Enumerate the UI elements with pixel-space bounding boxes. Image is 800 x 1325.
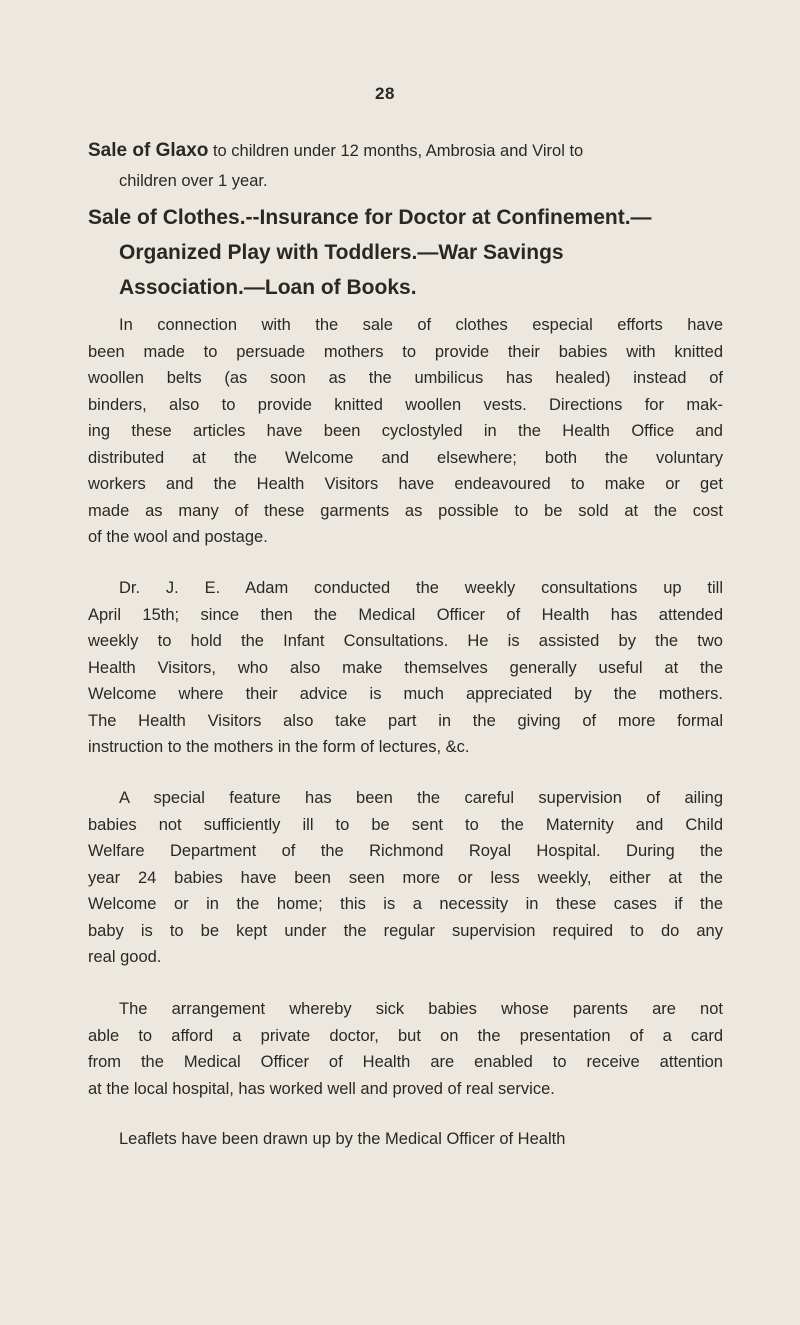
text-line: year 24 babies have been seen more or less weekly, either at the — [88, 868, 723, 887]
text-line: instruction to the mothers in the form of lectures, &c. — [88, 738, 470, 756]
heading-clothes-line: Organized Play with Toddlers.—War Savings — [119, 241, 564, 264]
text-line: of the wool and postage. — [88, 528, 268, 546]
text-line: Welcome where their advice is much appreciated by the mothers. — [88, 685, 723, 703]
text-line: binders, also to provide knitted woollen vests. Directions for mak- — [88, 395, 723, 414]
heading-clothes — [88, 200, 728, 305]
text-line: Dr. J. E. Adam conducted the weekly consultations up till — [119, 579, 723, 597]
text-line: April 15th; since then the Medical Officer of Health has attended — [88, 605, 723, 624]
text-line: Leaflets have been drawn up by the Medical Officer of Health — [119, 1130, 566, 1148]
text-line: at the local hospital, has worked well and proved of real service. — [88, 1079, 555, 1098]
text-line: made as many of these garments as possible to be sold at the cost — [88, 501, 723, 520]
text-line: babies not sufficiently ill to be sent to the Maternity and Child — [88, 815, 723, 834]
text-line: distributed at the Welcome and elsewhere; both the voluntary — [88, 448, 723, 467]
text-line: Health Visitors, who also make themselves generally useful at the — [88, 658, 723, 677]
heading-clothes-line: Sale of Clothes.--Insurance for Doctor at Confinement.— — [88, 206, 652, 229]
paragraph-consultations — [88, 575, 723, 761]
text-line: ing these articles have been cyclostyled in the Health Office and — [88, 422, 723, 440]
page-number: 28 — [375, 84, 395, 103]
paragraph-supervision — [88, 785, 723, 971]
text-line: In connection with the sale of clothes especial efforts have — [119, 316, 723, 334]
text-line: woollen belts (as soon as the umbilicus has healed) instead of — [88, 369, 723, 387]
text-line: able to afford a private doctor, but on the presentation of a card — [88, 1026, 723, 1045]
text-line: Welfare Department of the Richmond Royal Hospital. During the — [88, 842, 723, 860]
paragraph-clothes — [88, 312, 723, 551]
text-line: real good. — [88, 948, 162, 966]
text-line: baby is to be kept under the regular supervision required to do any — [88, 921, 723, 940]
text-line: A special feature has been the careful supervision of ailing — [119, 789, 723, 807]
heading-glaxo-rest: to children under 12 months, Ambrosia and Virol to — [208, 142, 584, 160]
text-line: been made to persuade mothers to provide their babies with knitted — [88, 342, 723, 361]
text-line: The arrangement whereby sick babies whose parents are not — [119, 1000, 723, 1018]
text-line: The Health Visitors also take part in the giving of more formal — [88, 711, 723, 730]
text-line: weekly to hold the Infant Consultations. He is assisted by the two — [88, 632, 723, 650]
paragraph-leaflets — [88, 1126, 723, 1153]
text-line: from the Medical Officer of Health are enabled to receive attention — [88, 1053, 723, 1071]
paragraph-hospital-arrangement — [88, 996, 723, 1102]
text-line: workers and the Health Visitors have endeavoured to make or get — [88, 475, 723, 493]
heading-clothes-line: Association.—Loan of Books. — [119, 276, 417, 299]
heading-glaxo-continuation: children over 1 year. — [119, 172, 268, 190]
text-line: Welcome or in the home; this is a necessity in these cases if the — [88, 895, 723, 913]
heading-glaxo-lead: Sale of Glaxo — [88, 140, 209, 161]
heading-glaxo — [88, 136, 728, 196]
